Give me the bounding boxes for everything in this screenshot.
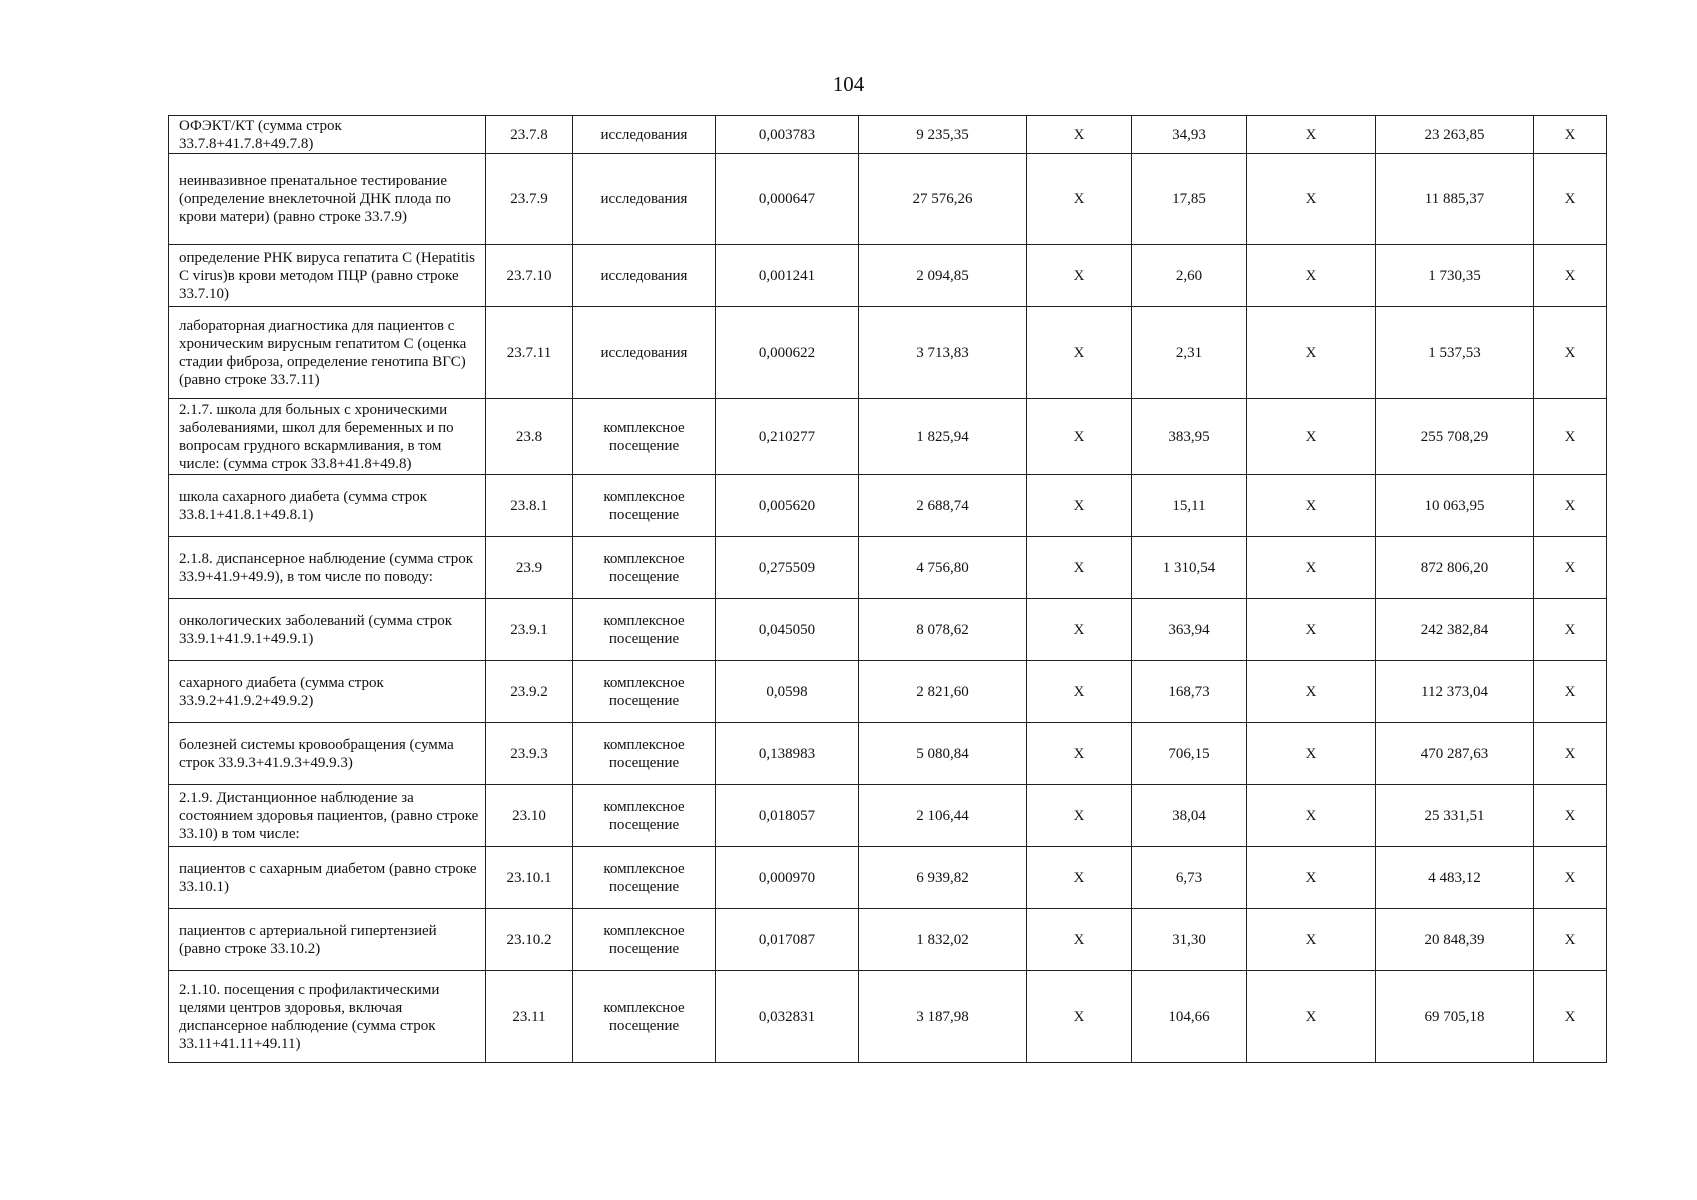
x-mark-cell: Х xyxy=(1027,847,1132,909)
unit-cell: комплексное посещение xyxy=(573,537,716,599)
unit-cell: комплексное посещение xyxy=(573,847,716,909)
row-code-cell: 23.10 xyxy=(486,785,573,847)
row-code-cell: 23.7.10 xyxy=(486,245,573,307)
norm-cell: 0,017087 xyxy=(716,909,859,971)
item-name-cell: болезней системы кровообращения (сумма строк 33.9.3+41.9.3+49.9.3) xyxy=(169,723,486,785)
amount-cell: 1 730,35 xyxy=(1376,245,1534,307)
x-mark-cell: Х xyxy=(1534,245,1607,307)
page-number: 104 xyxy=(832,72,865,96)
x-mark-cell: Х xyxy=(1534,475,1607,537)
x-mark-cell: Х xyxy=(1534,723,1607,785)
amount-cell: 470 287,63 xyxy=(1376,723,1534,785)
table-row xyxy=(169,245,1607,307)
amount-cell: 255 708,29 xyxy=(1376,399,1534,475)
unit-cell: комплексное посещение xyxy=(573,475,716,537)
item-name-cell: 2.1.10. посещения с профилактическими целями центров здоровья, включая диспансерное наблюдение (сумма строк 33.11+41.11+49.11) xyxy=(169,971,486,1063)
cost-cell: 5 080,84 xyxy=(859,723,1027,785)
cost-cell: 2 688,74 xyxy=(859,475,1027,537)
unit-cell: комплексное посещение xyxy=(573,661,716,723)
cost-cell: 2 106,44 xyxy=(859,785,1027,847)
row-code-cell: 23.7.8 xyxy=(486,116,573,154)
x-mark-cell: Х xyxy=(1027,909,1132,971)
unit-cell: исследования xyxy=(573,245,716,307)
item-name-cell: пациентов с артериальной гипертензией (равно строке 33.10.2) xyxy=(169,909,486,971)
x-mark-cell: Х xyxy=(1027,475,1132,537)
x-mark-cell: Х xyxy=(1247,971,1376,1063)
unit-cell: исследования xyxy=(573,307,716,399)
x-mark-cell: Х xyxy=(1027,723,1132,785)
row-code-cell: 23.8.1 xyxy=(486,475,573,537)
cost-cell: 27 576,26 xyxy=(859,154,1027,245)
table-row xyxy=(169,116,1607,154)
x-mark-cell: Х xyxy=(1027,245,1132,307)
item-name-cell: 2.1.8. диспансерное наблюдение (сумма строк 33.9+41.9+49.9), в том числе по поводу: xyxy=(169,537,486,599)
x-mark-cell: Х xyxy=(1247,116,1376,154)
item-name-cell: ОФЭКТ/КТ (сумма строк 33.7.8+41.7.8+49.7.8) xyxy=(169,116,486,154)
norm-cell: 0,018057 xyxy=(716,785,859,847)
cost-cell: 2 821,60 xyxy=(859,661,1027,723)
value-cell: 363,94 xyxy=(1132,599,1247,661)
x-mark-cell: Х xyxy=(1247,661,1376,723)
norm-cell: 0,045050 xyxy=(716,599,859,661)
cost-cell: 4 756,80 xyxy=(859,537,1027,599)
value-cell: 34,93 xyxy=(1132,116,1247,154)
value-cell: 1 310,54 xyxy=(1132,537,1247,599)
x-mark-cell: Х xyxy=(1027,599,1132,661)
item-name-cell: лабораторная диагностика для пациентов с хроническим вирусным гепатитом С (оценка стадии фиброза, определение генотипа ВГС) (равно строке 33.7.11) xyxy=(169,307,486,399)
amount-cell: 20 848,39 xyxy=(1376,909,1534,971)
value-cell: 104,66 xyxy=(1132,971,1247,1063)
unit-cell: комплексное посещение xyxy=(573,971,716,1063)
x-mark-cell: Х xyxy=(1247,537,1376,599)
table-row xyxy=(169,661,1607,723)
x-mark-cell: Х xyxy=(1534,971,1607,1063)
table-row xyxy=(169,307,1607,399)
x-mark-cell: Х xyxy=(1247,785,1376,847)
amount-cell: 25 331,51 xyxy=(1376,785,1534,847)
norm-cell: 0,0598 xyxy=(716,661,859,723)
norm-cell: 0,001241 xyxy=(716,245,859,307)
x-mark-cell: Х xyxy=(1247,847,1376,909)
x-mark-cell: Х xyxy=(1027,971,1132,1063)
row-code-cell: 23.9.1 xyxy=(486,599,573,661)
unit-cell: комплексное посещение xyxy=(573,599,716,661)
x-mark-cell: Х xyxy=(1027,537,1132,599)
item-name-cell: 2.1.7. школа для больных с хроническими заболеваниями, школ для беременных и по вопросам грудного вскармливания, в том числе: (сумма строк 33.8+41.8+49.8) xyxy=(169,399,486,475)
amount-cell: 10 063,95 xyxy=(1376,475,1534,537)
item-name-cell: школа сахарного диабета (сумма строк 33.8.1+41.8.1+49.8.1) xyxy=(169,475,486,537)
norm-cell: 0,138983 xyxy=(716,723,859,785)
unit-cell: исследования xyxy=(573,154,716,245)
x-mark-cell: Х xyxy=(1247,154,1376,245)
x-mark-cell: Х xyxy=(1247,723,1376,785)
row-code-cell: 23.9.2 xyxy=(486,661,573,723)
cost-cell: 3 713,83 xyxy=(859,307,1027,399)
item-name-cell: неинвазивное пренатальное тестирование (определение внеклеточной ДНК плода по крови матери) (равно строке 33.7.9) xyxy=(169,154,486,245)
value-cell: 2,31 xyxy=(1132,307,1247,399)
row-code-cell: 23.9.3 xyxy=(486,723,573,785)
x-mark-cell: Х xyxy=(1534,537,1607,599)
amount-cell: 11 885,37 xyxy=(1376,154,1534,245)
value-cell: 383,95 xyxy=(1132,399,1247,475)
x-mark-cell: Х xyxy=(1247,245,1376,307)
data-table xyxy=(168,115,1607,1063)
row-code-cell: 23.10.1 xyxy=(486,847,573,909)
x-mark-cell: Х xyxy=(1534,154,1607,245)
x-mark-cell: Х xyxy=(1027,116,1132,154)
value-cell: 31,30 xyxy=(1132,909,1247,971)
amount-cell: 69 705,18 xyxy=(1376,971,1534,1063)
cost-cell: 1 832,02 xyxy=(859,909,1027,971)
value-cell: 2,60 xyxy=(1132,245,1247,307)
row-code-cell: 23.10.2 xyxy=(486,909,573,971)
unit-cell: комплексное посещение xyxy=(573,785,716,847)
item-name-cell: сахарного диабета (сумма строк 33.9.2+41.9.2+49.9.2) xyxy=(169,661,486,723)
x-mark-cell: Х xyxy=(1534,599,1607,661)
x-mark-cell: Х xyxy=(1534,909,1607,971)
value-cell: 17,85 xyxy=(1132,154,1247,245)
value-cell: 6,73 xyxy=(1132,847,1247,909)
row-code-cell: 23.8 xyxy=(486,399,573,475)
x-mark-cell: Х xyxy=(1027,154,1132,245)
table-row xyxy=(169,971,1607,1063)
table-row xyxy=(169,785,1607,847)
unit-cell: исследования xyxy=(573,116,716,154)
table-row xyxy=(169,537,1607,599)
norm-cell: 0,000970 xyxy=(716,847,859,909)
x-mark-cell: Х xyxy=(1534,116,1607,154)
x-mark-cell: Х xyxy=(1247,307,1376,399)
row-code-cell: 23.7.9 xyxy=(486,154,573,245)
table-row xyxy=(169,847,1607,909)
x-mark-cell: Х xyxy=(1534,307,1607,399)
norm-cell: 0,000622 xyxy=(716,307,859,399)
table-body xyxy=(169,116,1607,1063)
cost-cell: 9 235,35 xyxy=(859,116,1027,154)
table-row xyxy=(169,399,1607,475)
norm-cell: 0,275509 xyxy=(716,537,859,599)
table-row xyxy=(169,723,1607,785)
table-row xyxy=(169,599,1607,661)
table-row xyxy=(169,154,1607,245)
value-cell: 168,73 xyxy=(1132,661,1247,723)
item-name-cell: определение РНК вируса гепатита С (Hepatitis C virus)в крови методом ПЦР (равно строке 33.7.10) xyxy=(169,245,486,307)
x-mark-cell: Х xyxy=(1247,399,1376,475)
norm-cell: 0,000647 xyxy=(716,154,859,245)
norm-cell: 0,003783 xyxy=(716,116,859,154)
x-mark-cell: Х xyxy=(1027,399,1132,475)
x-mark-cell: Х xyxy=(1027,661,1132,723)
norm-cell: 0,005620 xyxy=(716,475,859,537)
amount-cell: 872 806,20 xyxy=(1376,537,1534,599)
x-mark-cell: Х xyxy=(1534,399,1607,475)
row-code-cell: 23.9 xyxy=(486,537,573,599)
amount-cell: 4 483,12 xyxy=(1376,847,1534,909)
row-code-cell: 23.11 xyxy=(486,971,573,1063)
cost-cell: 8 078,62 xyxy=(859,599,1027,661)
item-name-cell: пациентов с сахарным диабетом (равно строке 33.10.1) xyxy=(169,847,486,909)
x-mark-cell: Х xyxy=(1027,785,1132,847)
amount-cell: 242 382,84 xyxy=(1376,599,1534,661)
cost-cell: 3 187,98 xyxy=(859,971,1027,1063)
table-row xyxy=(169,475,1607,537)
x-mark-cell: Х xyxy=(1247,599,1376,661)
cost-cell: 6 939,82 xyxy=(859,847,1027,909)
cost-cell: 1 825,94 xyxy=(859,399,1027,475)
x-mark-cell: Х xyxy=(1247,909,1376,971)
amount-cell: 1 537,53 xyxy=(1376,307,1534,399)
x-mark-cell: Х xyxy=(1534,785,1607,847)
unit-cell: комплексное посещение xyxy=(573,909,716,971)
x-mark-cell: Х xyxy=(1534,847,1607,909)
value-cell: 15,11 xyxy=(1132,475,1247,537)
unit-cell: комплексное посещение xyxy=(573,399,716,475)
x-mark-cell: Х xyxy=(1027,307,1132,399)
item-name-cell: 2.1.9. Дистанционное наблюдение за состоянием здоровья пациентов, (равно строке 33.10) в том числе: xyxy=(169,785,486,847)
value-cell: 38,04 xyxy=(1132,785,1247,847)
norm-cell: 0,032831 xyxy=(716,971,859,1063)
x-mark-cell: Х xyxy=(1247,475,1376,537)
table-row xyxy=(169,909,1607,971)
unit-cell: комплексное посещение xyxy=(573,723,716,785)
row-code-cell: 23.7.11 xyxy=(486,307,573,399)
value-cell: 706,15 xyxy=(1132,723,1247,785)
cost-cell: 2 094,85 xyxy=(859,245,1027,307)
norm-cell: 0,210277 xyxy=(716,399,859,475)
amount-cell: 112 373,04 xyxy=(1376,661,1534,723)
amount-cell: 23 263,85 xyxy=(1376,116,1534,154)
x-mark-cell: Х xyxy=(1534,661,1607,723)
item-name-cell: онкологических заболеваний (сумма строк 33.9.1+41.9.1+49.9.1) xyxy=(169,599,486,661)
